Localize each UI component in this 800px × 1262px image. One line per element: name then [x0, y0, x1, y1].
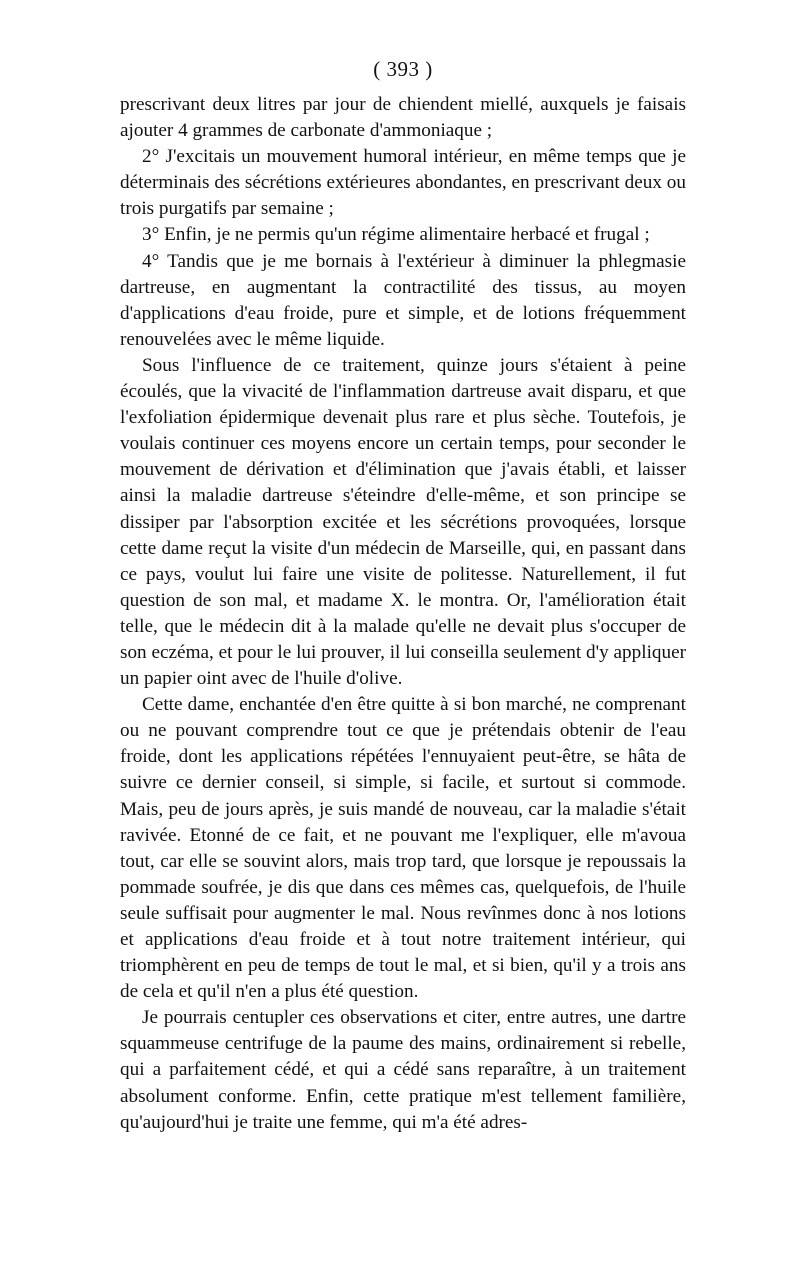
- paragraph-item-2: 2° J'excitais un mouvement humoral intérieur, en même temps que je déterminais des sécrétions extérieures abondantes, en prescrivant deux ou trois purgatifs par semaine ;: [120, 146, 686, 220]
- paragraph-item-4: 4° Tandis que je me bornais à l'extérieur à diminuer la phlegmasie dartreuse, en augmentant la contractilité des tissus, au moyen d'applications d'eau froide, pure et simple, et de lotions fréquemment renouvelées avec le même liquide.: [120, 250, 686, 350]
- paragraph-conclusion: Je pourrais centupler ces observations et citer, entre autres, une dartre squammeuse centrifuge de la paume des mains, ordinairement si rebelle, qui a parfaitement cédé, et qui a cédé sans reparaître, à un traitement absolument conforme. Enfin, cette pratique m'est tellement familière, qu'aujourd'hui je traite une femme, qui m'a été adres-: [120, 1007, 686, 1133]
- paragraph-item-3: 3° Enfin, je ne permis qu'un régime alimentaire herbacé et frugal ;: [142, 224, 650, 246]
- book-page: [120, 56, 686, 1136]
- paragraph-continued: prescrivant deux litres par jour de chiendent miellé, auxquels je faisais ajouter 4 grammes de carbonate d'ammoniaque ;: [120, 94, 686, 142]
- page-number: ( 393 ): [373, 57, 433, 81]
- paragraph-treatment-outcome: Sous l'influence de ce traitement, quinze jours s'étaient à peine écoulés, que la vivacité de l'inflammation dartreuse avait disparu, et que l'exfoliation épidermique devenait plus rare et plus sèche. Toutefois, je voulais continuer ces moyens encore un certain temps, pour seconder le mouvement de dérivation et d'élimination que j'avais établi, et laisser ainsi la maladie dartreuse s'éteindre d'elle-même, et son principe se dissiper par l'absorption excitée et les sécrétions provoquées, lorsque cette dame reçut la visite d'un médecin de Marseille, qui, en passant dans ce pays, voulut lui faire une visite de politesse. Naturellement, il fut question de son mal, et madame X. le montra. Or, l'amélioration était telle, que le médecin dit à la malade qu'elle ne devait plus s'occuper de son eczéma, et pour le lui prouver, il lui conseilla seulement d'y appliquer un papier oint avec de l'huile d'olive.: [120, 354, 686, 690]
- paragraph-relapse: Cette dame, enchantée d'en être quitte à si bon marché, ne comprenant ou ne pouvant comprendre tout ce que je prétendais obtenir de l'eau froide, dont les applications répétées l'ennuyaient peut-être, se hâta de suivre ce dernier conseil, si simple, si facile, et surtout si commode. Mais, peu de jours après, je suis mandé de nouveau, car la maladie s'était ravivée. Etonné de ce fait, et ne pouvant me l'expliquer, elle m'avoua tout, car elle se souvint alors, mais trop tard, que lorsque je repoussais la pommade soufrée, je dis que dans ces mêmes cas, quelquefois, de l'huile seule suffisait pour augmenter le mal. Nous revînmes donc à nos lotions et applications d'eau froide et à tout notre traitement intérieur, qui triomphèrent en peu de temps de tout le mal, et si bien, qu'il y a trois ans de cela et qu'il n'en a plus été question.: [120, 694, 686, 1003]
